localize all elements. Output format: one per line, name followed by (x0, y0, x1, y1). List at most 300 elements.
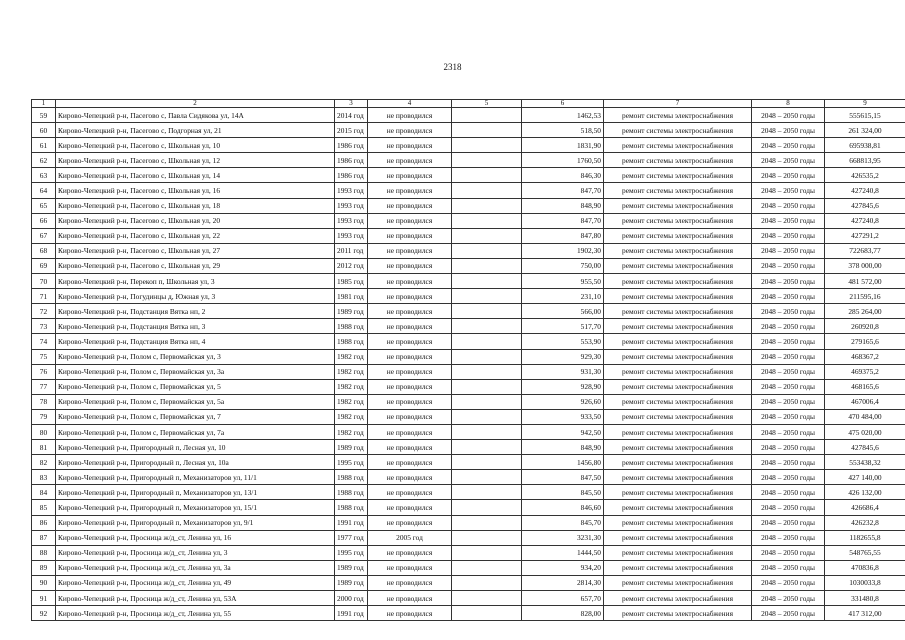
cell-column-5 (452, 545, 522, 560)
table-row (32, 243, 905, 258)
cell-address: Кирово-Чепецкий р-н, Подстанция Вятка нп, 4 (56, 334, 335, 349)
cell-planned-period: 2048 – 2050 годы (752, 500, 825, 515)
cell-area: 231,10 (522, 289, 604, 304)
cell-cost: 468165,6 (825, 379, 905, 394)
cell-planned-period: 2048 – 2050 годы (752, 379, 825, 394)
cell-row-number: 73 (32, 319, 56, 334)
cell-area: 847,80 (522, 228, 604, 243)
capital-repair-table (31, 99, 905, 621)
cell-row-number: 84 (32, 485, 56, 500)
cell-work-type: ремонт системы электроснабжения (604, 591, 752, 606)
cell-build-year: 1988 год (335, 485, 368, 500)
cell-last-repair-year: не проводился (368, 606, 452, 621)
page-number: 2318 (443, 62, 462, 72)
cell-area: 955,50 (522, 274, 604, 289)
cell-row-number: 74 (32, 334, 56, 349)
column-number-5: 5 (452, 100, 522, 108)
cell-planned-period: 2048 – 2050 годы (752, 183, 825, 198)
cell-planned-period: 2048 – 2050 годы (752, 440, 825, 455)
cell-area: 845,50 (522, 485, 604, 500)
cell-cost: 285 264,00 (825, 304, 905, 319)
cell-address: Кирово-Чепецкий р-н, Просница ж/д_ст, Ленина ул, 16 (56, 530, 335, 545)
cell-last-repair-year: не проводился (368, 575, 452, 590)
cell-planned-period: 2048 – 2050 годы (752, 515, 825, 530)
cell-column-5 (452, 485, 522, 500)
cell-work-type: ремонт системы электроснабжения (604, 440, 752, 455)
cell-column-5 (452, 424, 522, 439)
table-row (32, 289, 905, 304)
cell-build-year: 1982 год (335, 379, 368, 394)
cell-address: Кирово-Чепецкий р-н, Пасегово с, Школьная ул, 18 (56, 198, 335, 213)
table-row (32, 591, 905, 606)
table-row (32, 455, 905, 470)
cell-area: 847,50 (522, 470, 604, 485)
cell-last-repair-year: не проводился (368, 470, 452, 485)
cell-planned-period: 2048 – 2050 годы (752, 274, 825, 289)
cell-address: Кирово-Чепецкий р-н, Пригородный п, Лесная ул, 10а (56, 455, 335, 470)
table-row (32, 394, 905, 409)
cell-build-year: 1988 год (335, 470, 368, 485)
cell-area: 1902,30 (522, 243, 604, 258)
cell-area: 929,30 (522, 349, 604, 364)
cell-planned-period: 2048 – 2050 годы (752, 560, 825, 575)
cell-column-5 (452, 183, 522, 198)
cell-work-type: ремонт системы электроснабжения (604, 198, 752, 213)
cell-last-repair-year: не проводился (368, 440, 452, 455)
cell-area: 1462,53 (522, 108, 604, 123)
cell-row-number: 79 (32, 409, 56, 424)
table-row (32, 364, 905, 379)
cell-area: 846,30 (522, 168, 604, 183)
cell-address: Кирово-Чепецкий р-н, Пасегово с, Школьная ул, 22 (56, 228, 335, 243)
cell-row-number: 76 (32, 364, 56, 379)
cell-area: 848,90 (522, 198, 604, 213)
column-number-1: 1 (32, 100, 56, 108)
table-row (32, 334, 905, 349)
cell-area: 1456,80 (522, 455, 604, 470)
cell-planned-period: 2048 – 2050 годы (752, 364, 825, 379)
cell-planned-period: 2048 – 2050 годы (752, 153, 825, 168)
cell-last-repair-year: не проводился (368, 379, 452, 394)
cell-work-type: ремонт системы электроснабжения (604, 409, 752, 424)
cell-area: 657,70 (522, 591, 604, 606)
table-row (32, 183, 905, 198)
cell-address: Кирово-Чепецкий р-н, Полом с, Первомайская ул, 7а (56, 424, 335, 439)
cell-column-5 (452, 243, 522, 258)
cell-area: 942,50 (522, 424, 604, 439)
table-row (32, 198, 905, 213)
cell-last-repair-year: не проводился (368, 258, 452, 273)
cell-address: Кирово-Чепецкий р-н, Пасегово с, Школьная ул, 16 (56, 183, 335, 198)
cell-work-type: ремонт системы электроснабжения (604, 364, 752, 379)
cell-column-5 (452, 409, 522, 424)
cell-work-type: ремонт системы электроснабжения (604, 545, 752, 560)
cell-last-repair-year: не проводился (368, 455, 452, 470)
table-row (32, 485, 905, 500)
cell-build-year: 1982 год (335, 409, 368, 424)
cell-address: Кирово-Чепецкий р-н, Пасегово с, Школьная ул, 12 (56, 153, 335, 168)
cell-cost: 211595,16 (825, 289, 905, 304)
cell-column-5 (452, 530, 522, 545)
cell-address: Кирово-Чепецкий р-н, Погудинцы д, Южная ул, 3 (56, 289, 335, 304)
cell-column-5 (452, 228, 522, 243)
cell-planned-period: 2048 – 2050 годы (752, 591, 825, 606)
cell-build-year: 1989 год (335, 440, 368, 455)
cell-work-type: ремонт системы электроснабжения (604, 213, 752, 228)
cell-row-number: 63 (32, 168, 56, 183)
cell-cost: 467006,4 (825, 394, 905, 409)
cell-address: Кирово-Чепецкий р-н, Пасегово с, Школьная ул, 10 (56, 138, 335, 153)
cell-last-repair-year: не проводился (368, 108, 452, 123)
cell-work-type: ремонт системы электроснабжения (604, 168, 752, 183)
cell-build-year: 1982 год (335, 424, 368, 439)
cell-column-5 (452, 500, 522, 515)
cell-cost: 261 324,00 (825, 123, 905, 138)
cell-row-number: 92 (32, 606, 56, 621)
cell-address: Кирово-Чепецкий р-н, Пригородный п, Лесная ул, 10 (56, 440, 335, 455)
cell-work-type: ремонт системы электроснабжения (604, 560, 752, 575)
cell-planned-period: 2048 – 2050 годы (752, 198, 825, 213)
cell-work-type: ремонт системы электроснабжения (604, 394, 752, 409)
cell-area: 845,70 (522, 515, 604, 530)
cell-build-year: 1982 год (335, 394, 368, 409)
cell-cost: 427 140,00 (825, 470, 905, 485)
cell-work-type: ремонт системы электроснабжения (604, 575, 752, 590)
cell-work-type: ремонт системы электроснабжения (604, 304, 752, 319)
cell-planned-period: 2048 – 2050 годы (752, 470, 825, 485)
cell-cost: 722683,77 (825, 243, 905, 258)
cell-work-type: ремонт системы электроснабжения (604, 515, 752, 530)
cell-build-year: 1988 год (335, 334, 368, 349)
table-row (32, 108, 905, 123)
cell-planned-period: 2048 – 2050 годы (752, 123, 825, 138)
cell-column-5 (452, 379, 522, 394)
cell-build-year: 1989 год (335, 560, 368, 575)
cell-cost: 427845,6 (825, 198, 905, 213)
cell-row-number: 62 (32, 153, 56, 168)
cell-row-number: 75 (32, 349, 56, 364)
table-row (32, 138, 905, 153)
cell-last-repair-year: не проводился (368, 123, 452, 138)
cell-row-number: 70 (32, 274, 56, 289)
cell-work-type: ремонт системы электроснабжения (604, 289, 752, 304)
cell-planned-period: 2048 – 2050 годы (752, 424, 825, 439)
cell-row-number: 68 (32, 243, 56, 258)
cell-cost: 1030033,8 (825, 575, 905, 590)
cell-column-5 (452, 560, 522, 575)
cell-column-5 (452, 304, 522, 319)
cell-planned-period: 2048 – 2050 годы (752, 228, 825, 243)
cell-work-type: ремонт системы электроснабжения (604, 274, 752, 289)
cell-build-year: 1981 год (335, 289, 368, 304)
cell-row-number: 67 (32, 228, 56, 243)
cell-area: 3231,30 (522, 530, 604, 545)
cell-work-type: ремонт системы электроснабжения (604, 424, 752, 439)
cell-last-repair-year: не проводился (368, 424, 452, 439)
cell-build-year: 2011 год (335, 243, 368, 258)
cell-column-5 (452, 394, 522, 409)
cell-area: 847,70 (522, 183, 604, 198)
table-row (32, 606, 905, 621)
cell-row-number: 90 (32, 575, 56, 590)
cell-last-repair-year: не проводился (368, 274, 452, 289)
cell-planned-period: 2048 – 2050 годы (752, 258, 825, 273)
cell-address: Кирово-Чепецкий р-н, Пасегово с, Школьная ул, 29 (56, 258, 335, 273)
cell-row-number: 89 (32, 560, 56, 575)
cell-address: Кирово-Чепецкий р-н, Пасегово с, Школьная ул, 20 (56, 213, 335, 228)
cell-row-number: 61 (32, 138, 56, 153)
cell-cost: 468367,2 (825, 349, 905, 364)
cell-area: 934,20 (522, 560, 604, 575)
cell-last-repair-year: не проводился (368, 394, 452, 409)
cell-address: Кирово-Чепецкий р-н, Подстанция Вятка нп, 2 (56, 304, 335, 319)
cell-last-repair-year: не проводился (368, 168, 452, 183)
column-number-row (32, 100, 905, 108)
cell-area: 518,50 (522, 123, 604, 138)
cell-cost: 417 312,00 (825, 606, 905, 621)
cell-cost: 427845,6 (825, 440, 905, 455)
cell-address: Кирово-Чепецкий р-н, Пасегово с, Подгорная ул, 21 (56, 123, 335, 138)
cell-column-5 (452, 319, 522, 334)
column-number-2: 2 (56, 100, 335, 108)
table-row (32, 304, 905, 319)
cell-row-number: 71 (32, 289, 56, 304)
cell-work-type: ремонт системы электроснабжения (604, 455, 752, 470)
cell-last-repair-year: не проводился (368, 289, 452, 304)
cell-row-number: 65 (32, 198, 56, 213)
cell-build-year: 1982 год (335, 364, 368, 379)
cell-build-year: 2014 год (335, 108, 368, 123)
table-row (32, 319, 905, 334)
cell-column-5 (452, 575, 522, 590)
cell-build-year: 1991 год (335, 515, 368, 530)
cell-area: 847,70 (522, 213, 604, 228)
cell-area: 933,50 (522, 409, 604, 424)
cell-work-type: ремонт системы электроснабжения (604, 500, 752, 515)
cell-build-year: 1986 год (335, 138, 368, 153)
table-row (32, 440, 905, 455)
cell-build-year: 1988 год (335, 500, 368, 515)
cell-work-type: ремонт системы электроснабжения (604, 485, 752, 500)
table-row (32, 424, 905, 439)
cell-work-type: ремонт системы электроснабжения (604, 123, 752, 138)
cell-row-number: 59 (32, 108, 56, 123)
cell-last-repair-year: не проводился (368, 560, 452, 575)
cell-row-number: 86 (32, 515, 56, 530)
cell-row-number: 77 (32, 379, 56, 394)
cell-last-repair-year: 2005 год (368, 530, 452, 545)
cell-cost: 427240,8 (825, 213, 905, 228)
cell-address: Кирово-Чепецкий р-н, Полом с, Первомайская ул, 3 (56, 349, 335, 364)
cell-address: Кирово-Чепецкий р-н, Перекоп п, Школьная ул, 3 (56, 274, 335, 289)
cell-cost: 1182655,8 (825, 530, 905, 545)
cell-build-year: 1988 год (335, 319, 368, 334)
cell-work-type: ремонт системы электроснабжения (604, 606, 752, 621)
cell-row-number: 82 (32, 455, 56, 470)
cell-work-type: ремонт системы электроснабжения (604, 183, 752, 198)
cell-build-year: 2012 год (335, 258, 368, 273)
cell-planned-period: 2048 – 2050 годы (752, 213, 825, 228)
cell-row-number: 66 (32, 213, 56, 228)
cell-last-repair-year: не проводился (368, 515, 452, 530)
cell-last-repair-year: не проводился (368, 349, 452, 364)
table-row (32, 409, 905, 424)
cell-build-year: 1986 год (335, 168, 368, 183)
cell-work-type: ремонт системы электроснабжения (604, 258, 752, 273)
cell-column-5 (452, 153, 522, 168)
cell-address: Кирово-Чепецкий р-н, Полом с, Первомайская ул, 5 (56, 379, 335, 394)
cell-last-repair-year: не проводился (368, 591, 452, 606)
cell-last-repair-year: не проводился (368, 485, 452, 500)
cell-build-year: 1982 год (335, 349, 368, 364)
column-number-8: 8 (752, 100, 825, 108)
cell-planned-period: 2048 – 2050 годы (752, 138, 825, 153)
cell-address: Кирово-Чепецкий р-н, Пригородный п, Механизаторов ул, 13/1 (56, 485, 335, 500)
cell-cost: 481 572,00 (825, 274, 905, 289)
cell-build-year: 1985 год (335, 274, 368, 289)
table-row (32, 123, 905, 138)
cell-cost: 426232,8 (825, 515, 905, 530)
column-number-4: 4 (368, 100, 452, 108)
cell-planned-period: 2048 – 2050 годы (752, 394, 825, 409)
table-row (32, 274, 905, 289)
cell-build-year: 1993 год (335, 183, 368, 198)
cell-work-type: ремонт системы электроснабжения (604, 319, 752, 334)
cell-cost: 668813,95 (825, 153, 905, 168)
cell-address: Кирово-Чепецкий р-н, Просница ж/д_ст, Ленина ул, 55 (56, 606, 335, 621)
cell-work-type: ремонт системы электроснабжения (604, 243, 752, 258)
cell-last-repair-year: не проводился (368, 213, 452, 228)
cell-planned-period: 2048 – 2050 годы (752, 409, 825, 424)
cell-column-5 (452, 289, 522, 304)
cell-row-number: 72 (32, 304, 56, 319)
cell-area: 553,90 (522, 334, 604, 349)
cell-planned-period: 2048 – 2050 годы (752, 108, 825, 123)
cell-last-repair-year: не проводился (368, 228, 452, 243)
cell-planned-period: 2048 – 2050 годы (752, 168, 825, 183)
cell-planned-period: 2048 – 2050 годы (752, 485, 825, 500)
cell-address: Кирово-Чепецкий р-н, Пасегово с, Школьная ул, 27 (56, 243, 335, 258)
cell-address: Кирово-Чепецкий р-н, Просница ж/д_ст, Ленина ул, 3а (56, 560, 335, 575)
cell-last-repair-year: не проводился (368, 409, 452, 424)
cell-last-repair-year: не проводился (368, 500, 452, 515)
cell-work-type: ремонт системы электроснабжения (604, 138, 752, 153)
column-number-6: 6 (522, 100, 604, 108)
cell-column-5 (452, 455, 522, 470)
cell-column-5 (452, 591, 522, 606)
cell-cost: 470 484,00 (825, 409, 905, 424)
cell-cost: 548765,55 (825, 545, 905, 560)
cell-area: 931,30 (522, 364, 604, 379)
cell-address: Кирово-Чепецкий р-н, Полом с, Первомайская ул, 5а (56, 394, 335, 409)
cell-last-repair-year: не проводился (368, 334, 452, 349)
cell-area: 928,90 (522, 379, 604, 394)
cell-work-type: ремонт системы электроснабжения (604, 470, 752, 485)
cell-address: Кирово-Чепецкий р-н, Пригородный п, Механизаторов ул, 11/1 (56, 470, 335, 485)
table-row (32, 153, 905, 168)
cell-column-5 (452, 349, 522, 364)
cell-address: Кирово-Чепецкий р-н, Пасегово с, Школьная ул, 14 (56, 168, 335, 183)
cell-address: Кирово-Чепецкий р-н, Просница ж/д_ст, Ленина ул, 3 (56, 545, 335, 560)
cell-cost: 469375,2 (825, 364, 905, 379)
cell-address: Кирово-Чепецкий р-н, Полом с, Первомайская ул, 3а (56, 364, 335, 379)
table-row (32, 560, 905, 575)
cell-column-5 (452, 440, 522, 455)
cell-area: 828,00 (522, 606, 604, 621)
table-row (32, 500, 905, 515)
cell-row-number: 81 (32, 440, 56, 455)
cell-work-type: ремонт системы электроснабжения (604, 108, 752, 123)
cell-cost: 260920,8 (825, 319, 905, 334)
cell-row-number: 80 (32, 424, 56, 439)
cell-address: Кирово-Чепецкий р-н, Просница ж/д_ст, Ленина ул, 53А (56, 591, 335, 606)
cell-planned-period: 2048 – 2050 годы (752, 545, 825, 560)
cell-work-type: ремонт системы электроснабжения (604, 228, 752, 243)
cell-address: Кирово-Чепецкий р-н, Пригородный п, Механизаторов ул, 9/1 (56, 515, 335, 530)
cell-address: Кирово-Чепецкий р-н, Пасегово с, Павла Сидякова ул, 14А (56, 108, 335, 123)
cell-planned-period: 2048 – 2050 годы (752, 304, 825, 319)
table-row (32, 258, 905, 273)
cell-planned-period: 2048 – 2050 годы (752, 455, 825, 470)
cell-build-year: 1991 год (335, 606, 368, 621)
cell-planned-period: 2048 – 2050 годы (752, 289, 825, 304)
cell-planned-period: 2048 – 2050 годы (752, 349, 825, 364)
cell-column-5 (452, 138, 522, 153)
cell-last-repair-year: не проводился (368, 183, 452, 198)
cell-cost: 426686,4 (825, 500, 905, 515)
cell-cost: 426 132,00 (825, 485, 905, 500)
cell-last-repair-year: не проводился (368, 153, 452, 168)
cell-last-repair-year: не проводился (368, 304, 452, 319)
cell-row-number: 64 (32, 183, 56, 198)
table-row (32, 379, 905, 394)
cell-planned-period: 2048 – 2050 годы (752, 606, 825, 621)
cell-cost: 475 020,00 (825, 424, 905, 439)
cell-column-5 (452, 334, 522, 349)
cell-cost: 427291,2 (825, 228, 905, 243)
cell-row-number: 69 (32, 258, 56, 273)
cell-cost: 378 000,00 (825, 258, 905, 273)
cell-area: 848,90 (522, 440, 604, 455)
cell-last-repair-year: не проводился (368, 243, 452, 258)
cell-last-repair-year: не проводился (368, 198, 452, 213)
cell-column-5 (452, 168, 522, 183)
cell-address: Кирово-Чепецкий р-н, Пригородный п, Механизаторов ул, 15/1 (56, 500, 335, 515)
cell-address: Кирово-Чепецкий р-н, Подстанция Вятка нп, 3 (56, 319, 335, 334)
cell-build-year: 2015 год (335, 123, 368, 138)
cell-area: 1760,50 (522, 153, 604, 168)
cell-build-year: 1993 год (335, 228, 368, 243)
cell-planned-period: 2048 – 2050 годы (752, 243, 825, 258)
cell-row-number: 78 (32, 394, 56, 409)
table-row (32, 349, 905, 364)
cell-row-number: 60 (32, 123, 56, 138)
table-row (32, 515, 905, 530)
cell-last-repair-year: не проводился (368, 364, 452, 379)
table-row (32, 470, 905, 485)
cell-area: 1444,50 (522, 545, 604, 560)
cell-planned-period: 2048 – 2050 годы (752, 530, 825, 545)
column-number-3: 3 (335, 100, 368, 108)
cell-row-number: 85 (32, 500, 56, 515)
cell-row-number: 91 (32, 591, 56, 606)
table-row (32, 530, 905, 545)
cell-column-5 (452, 470, 522, 485)
cell-planned-period: 2048 – 2050 годы (752, 319, 825, 334)
cell-last-repair-year: не проводился (368, 138, 452, 153)
cell-address: Кирово-Чепецкий р-н, Полом с, Первомайская ул, 7 (56, 409, 335, 424)
cell-area: 517,70 (522, 319, 604, 334)
